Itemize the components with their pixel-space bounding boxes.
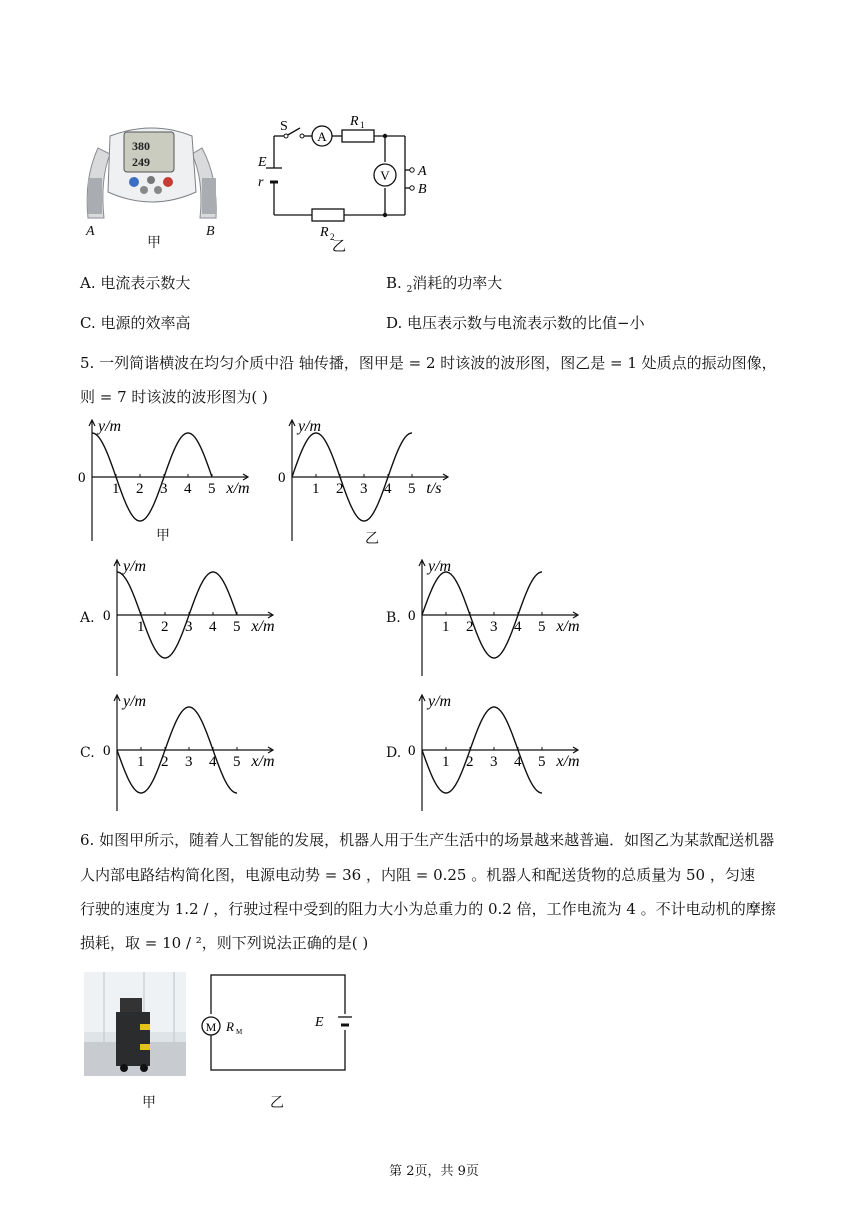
x-axis-label: t/s bbox=[426, 480, 442, 497]
tick-label: 4 bbox=[514, 754, 522, 770]
tick-label: 4 bbox=[209, 619, 217, 635]
y-axis-label: y/m bbox=[123, 693, 147, 710]
r1-label: R bbox=[350, 114, 359, 129]
tick-label: 1 bbox=[442, 619, 450, 635]
tick-label: 5 bbox=[538, 619, 546, 635]
tick-label: 5 bbox=[408, 481, 416, 497]
origin-label: 0 bbox=[78, 470, 86, 486]
r1-subscript: 1 bbox=[360, 120, 365, 130]
origin-label: 0 bbox=[408, 743, 416, 759]
tick-label: 3 bbox=[185, 619, 193, 635]
r2-label: R bbox=[320, 225, 329, 240]
tick-label: 5 bbox=[208, 481, 216, 497]
tick-label: 3 bbox=[490, 754, 498, 770]
terminal-a-label: A bbox=[418, 164, 427, 179]
x-axis-label: x/m bbox=[226, 480, 250, 497]
tick-label: 1 bbox=[137, 619, 145, 635]
wave-graph-option-c[interactable] bbox=[95, 690, 295, 815]
screen-bottom-value: 249 bbox=[132, 155, 150, 169]
motor-resistance-label: R bbox=[226, 1019, 234, 1034]
tick-label: 1 bbox=[137, 754, 145, 770]
body-fat-meter-image bbox=[80, 118, 240, 248]
x-axis-label: x/m bbox=[556, 618, 580, 635]
q5-line-2: 则 = 7 时该波的波形图为( ) bbox=[80, 388, 268, 406]
emf-label: E bbox=[258, 155, 267, 170]
circuit-diagram-top bbox=[250, 110, 450, 255]
motor-symbol: M bbox=[205, 1020, 217, 1034]
origin-label: 0 bbox=[103, 608, 111, 624]
tick-label: 2 bbox=[336, 481, 344, 497]
photo-caption: 甲 bbox=[142, 1095, 156, 1111]
motor-resistance-subscript: M bbox=[236, 1028, 243, 1036]
y-axis-label: y/m bbox=[428, 558, 452, 575]
device-label-b: B bbox=[206, 224, 215, 239]
q6-line-2: 人内部电路结构简化图，电源电动势 = 36 ，内阻 = 0.25 。机器人和配送货物的总质量为 50 ，匀速 bbox=[80, 866, 755, 884]
tick-label: 4 bbox=[209, 754, 217, 770]
tick-label: 3 bbox=[360, 481, 368, 497]
delivery-robot-photo bbox=[84, 972, 186, 1076]
tick-label: 5 bbox=[233, 754, 241, 770]
tick-label: 2 bbox=[161, 754, 169, 770]
page-footer: 第 2页，共 9页 bbox=[389, 1164, 479, 1179]
motor-circuit-diagram bbox=[195, 970, 355, 1078]
tick-label: 5 bbox=[538, 754, 546, 770]
tick-label: 2 bbox=[136, 481, 144, 497]
x-axis-label: x/m bbox=[251, 618, 275, 635]
q6-line-4: 损耗，取 = 10 / ²，则下列说法正确的是( ) bbox=[80, 934, 369, 952]
option-a-label[interactable]: A. bbox=[80, 610, 95, 626]
origin-label: 0 bbox=[103, 743, 111, 759]
tick-label: 4 bbox=[514, 619, 522, 635]
q4-option-d: D. 电压表示数与电流表示数的比值−小 bbox=[386, 314, 645, 332]
y-axis-label: y/m bbox=[98, 418, 122, 435]
y-axis-label: y/m bbox=[298, 418, 322, 435]
tick-label: 5 bbox=[233, 619, 241, 635]
q6-line-3: 行驶的速度为 1.2 / ，行驶过程中受到的阻力大小为总重力的 0.2 倍，工作电流为 4 。不计电动机的摩擦 bbox=[80, 900, 776, 918]
origin-label: 0 bbox=[278, 470, 286, 486]
q5-line-1: 5. 一列简谐横波在均匀介质中沿 轴传播，图甲是 = 2 时该波的波形图，图乙是 = 1 处质点的振动图像， bbox=[80, 354, 777, 372]
terminal-b-label: B bbox=[418, 182, 427, 197]
circuit-caption: 乙 bbox=[332, 240, 346, 255]
caption-jia: 甲 bbox=[156, 528, 170, 544]
device-caption: 甲 bbox=[147, 235, 161, 251]
caption-yi: 乙 bbox=[365, 531, 379, 547]
tick-label: 3 bbox=[160, 481, 168, 497]
tick-label: 3 bbox=[490, 619, 498, 635]
motor-emf-label: E bbox=[315, 1015, 324, 1030]
tick-label: 1 bbox=[112, 481, 120, 497]
tick-label: 4 bbox=[384, 481, 392, 497]
vibration-graph-yi bbox=[270, 415, 470, 545]
internal-resistance-label: r bbox=[258, 175, 264, 190]
wave-graph-jia bbox=[70, 415, 270, 545]
y-axis-label: y/m bbox=[123, 558, 147, 575]
tick-label: 4 bbox=[184, 481, 192, 497]
option-c-label[interactable]: C. bbox=[80, 745, 95, 761]
screen-top-value: 380 bbox=[132, 139, 150, 153]
r2-subscript: 2 bbox=[330, 232, 335, 242]
q4-option-a: A. 电流表示数大 bbox=[80, 274, 191, 292]
wave-graph-option-a[interactable] bbox=[95, 555, 295, 680]
switch-label: S bbox=[280, 119, 288, 134]
q6-line-1: 6. 如图甲所示，随着人工智能的发展，机器人用于生产生活中的场景越来越普遍．如图乙为某款配送机器 bbox=[80, 831, 775, 849]
tick-label: 1 bbox=[312, 481, 320, 497]
circuit-caption-bottom: 乙 bbox=[270, 1095, 284, 1111]
q4-option-c: C. 电源的效率高 bbox=[80, 314, 191, 332]
tick-label: 3 bbox=[185, 754, 193, 770]
x-axis-label: x/m bbox=[556, 753, 580, 770]
voltmeter-symbol: V bbox=[380, 168, 390, 183]
wave-graph-option-d[interactable] bbox=[400, 690, 600, 815]
option-d-label[interactable]: D. bbox=[386, 745, 402, 761]
tick-label: 2 bbox=[161, 619, 169, 635]
q4-option-b: B. $_2$消耗的功率大 bbox=[386, 274, 503, 295]
y-axis-label: y/m bbox=[428, 693, 452, 710]
tick-label: 1 bbox=[442, 754, 450, 770]
wave-graph-option-b[interactable] bbox=[400, 555, 600, 680]
device-label-a: A bbox=[86, 224, 95, 239]
option-b-label[interactable]: B. bbox=[386, 610, 401, 626]
origin-label: 0 bbox=[408, 608, 416, 624]
ammeter-symbol: A bbox=[317, 129, 327, 144]
tick-label: 2 bbox=[466, 619, 474, 635]
x-axis-label: x/m bbox=[251, 753, 275, 770]
tick-label: 2 bbox=[466, 754, 474, 770]
